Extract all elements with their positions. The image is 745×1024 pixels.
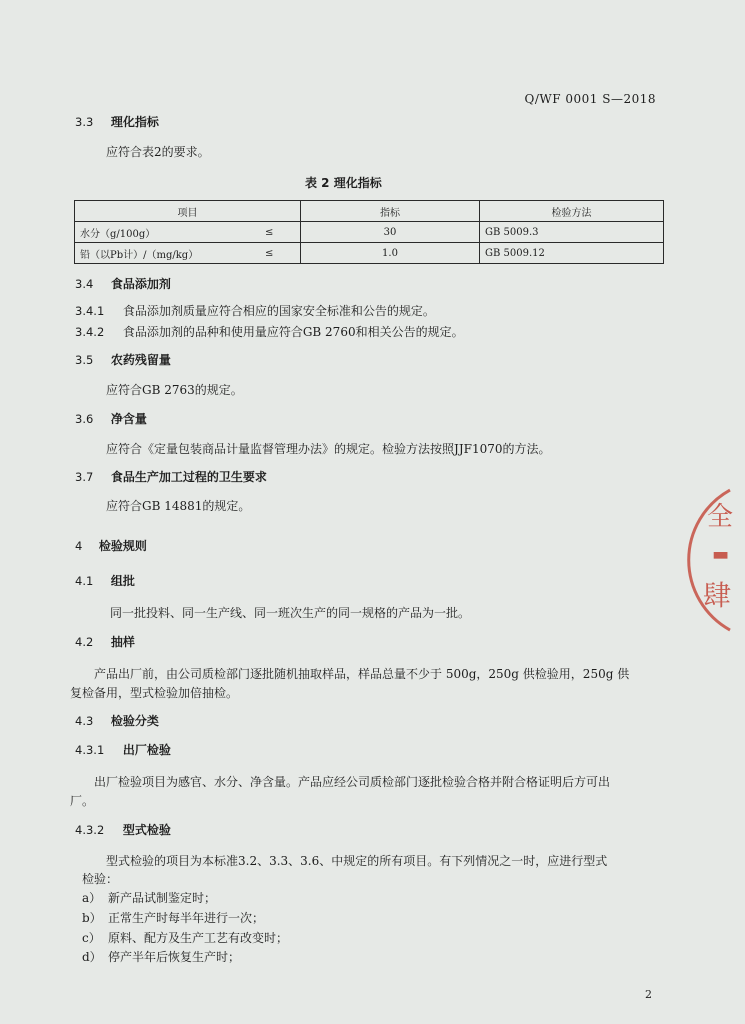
section-number: 4 [75,539,83,553]
section-number: 3.5 [75,353,94,367]
section-title: 组批 [110,574,135,588]
section-number: 3.7 [75,470,94,484]
section-4-3-1-line-2: 厂。 [70,794,95,808]
section-number: 4.2 [75,635,94,649]
section-number: 4.1 [75,574,94,588]
section-number: 3.4.1 [75,304,105,318]
section-4-3-1-heading [75,741,171,758]
table-header-row [75,201,664,222]
list-item [82,889,216,906]
header-item: 项目 [75,201,301,222]
section-4-3-2-line-2: 检验： [82,872,119,886]
section-3-5-heading [75,351,171,368]
section-text: 食品添加剂的品种和使用量应符合GB 2760和相关公告的规定。 [122,325,464,339]
row-item: 水分（g/100g） [75,222,261,243]
section-title: 食品添加剂 [110,277,171,291]
list-label: a） [82,891,102,905]
section-title: 净含量 [110,412,147,426]
table-row [75,222,664,243]
list-text: 原料、配方及生产工艺有改变时； [108,931,289,945]
list-label: c） [82,931,101,945]
section-title: 检验分类 [110,714,159,728]
table-2 [74,200,664,264]
section-4-2-heading [75,633,135,650]
section-title: 抽样 [110,635,135,649]
header-value: 指标 [301,201,480,222]
page-number: 2 [645,988,652,1001]
table-2-caption: 表 2 理化指标 [305,176,382,190]
seal-mark: ▬ [712,544,730,565]
row-value: 1.0 [301,243,480,264]
header-method: 检验方法 [480,201,664,222]
section-title: 食品生产加工过程的卫生要求 [110,470,267,484]
list-text: 正常生产时每半年进行一次； [108,911,265,925]
section-text: 食品添加剂质量应符合相应的国家安全标准和公告的规定。 [122,304,435,318]
official-seal-stamp [685,480,745,640]
section-3-7-heading [75,468,267,485]
section-3-4-1 [75,302,435,319]
section-4-1-heading [75,572,135,589]
section-3-7-text: 应符合GB 14881的规定。 [106,499,251,513]
list-text: 停产半年后恢复生产时； [108,950,241,964]
list-item [82,948,240,965]
seal-glyph: 全 [707,502,734,532]
section-number: 3.4.2 [75,325,105,339]
list-label: d） [82,950,102,964]
section-title: 理化指标 [110,115,159,129]
seal-glyph: 肆 [703,579,732,612]
section-number: 3.3 [75,115,94,129]
document-code: Q/WF 0001 S—2018 [524,92,656,106]
row-operator: ≤ [260,243,301,264]
row-method: GB 5009.3 [480,222,664,243]
section-4-2-line-1: 产品出厂前，由公司质检部门逐批随机抽取样品，样品总量不少于 500g，250g 供检验用，250g 供 [94,667,630,681]
section-4-2-line-2: 复检备用，型式检验加倍抽检。 [70,686,239,700]
chapter-4-heading [75,537,147,554]
section-title: 出厂检验 [122,743,171,757]
row-item: 铅（以Pb计）/（mg/kg） [75,243,261,264]
section-title: 型式检验 [122,823,171,837]
section-number: 3.4 [75,277,94,291]
section-3-4-heading [75,275,171,292]
section-3-6-heading [75,410,147,427]
list-item [82,909,264,926]
section-4-3-heading [75,712,159,729]
list-label: b） [82,911,102,925]
section-number: 4.3.1 [75,743,105,757]
section-3-4-2 [75,323,464,340]
section-3-5-text: 应符合GB 2763的规定。 [106,383,243,397]
section-title: 农药残留量 [110,353,171,367]
section-3-3-text: 应符合表2的要求。 [106,145,210,159]
row-value: 30 [301,222,480,243]
section-number: 4.3 [75,714,94,728]
section-4-3-2-line-1: 型式检验的项目为本标准3.2、3.3、3.6、中规定的所有项目。有下列情况之一时，应进行型式 [106,854,608,868]
section-number: 3.6 [75,412,94,426]
section-3-3-heading [75,113,159,130]
section-4-1-text: 同一批投料、同一生产线、同一班次生产的同一规格的产品为一批。 [110,606,471,620]
row-method: GB 5009.12 [480,243,664,264]
section-3-6-text: 应符合《定量包装商品计量监督管理办法》的规定。检验方法按照JJF1070的方法。 [106,442,551,456]
list-item [82,929,288,946]
row-operator: ≤ [260,222,301,243]
section-number: 4.3.2 [75,823,105,837]
table-row [75,243,664,264]
section-title: 检验规则 [98,539,147,553]
section-4-3-2-heading [75,821,171,838]
section-4-3-1-line-1: 出厂检验项目为感官、水分、净含量。产品应经公司质检部门逐批检验合格并附合格证明后方可出 [94,775,611,789]
list-text: 新产品试制鉴定时； [108,891,217,905]
